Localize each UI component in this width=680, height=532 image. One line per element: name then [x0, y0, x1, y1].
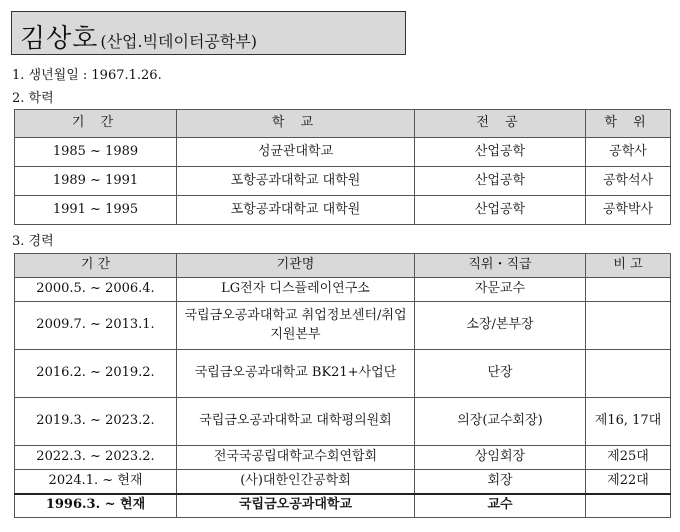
period-cell: 2022.3. ~ 2023.2.: [15, 446, 177, 470]
organization-cell: 국립금오공과대학교 BK21+사업단: [177, 350, 415, 398]
note-cell: [586, 278, 671, 302]
period-cell: 1996.3. ~ 현재: [15, 494, 177, 518]
school-cell: 포항공과대학교 대학원: [177, 167, 415, 196]
note-cell: [586, 494, 671, 518]
table-row: [15, 196, 671, 225]
career-heading: 3. 경력: [12, 234, 54, 249]
period-cell: 1989 ~ 1991: [15, 167, 177, 196]
table-row: [15, 494, 671, 518]
major-cell: 산업공학: [415, 138, 586, 167]
column-header: 기관명: [177, 254, 415, 278]
career-table: [14, 253, 671, 518]
period-cell: 2019.3. ~ 2023.2.: [15, 398, 177, 446]
column-header: 기 간: [15, 110, 177, 138]
period-cell: 1991 ~ 1995: [15, 196, 177, 225]
table-row: [15, 278, 671, 302]
school-cell: 포항공과대학교 대학원: [177, 196, 415, 225]
column-header: 학 위: [586, 110, 671, 138]
period-cell: 2000.5. ~ 2006.4.: [15, 278, 177, 302]
birth-date-line: 1. 생년월일 : 1967.1.26.: [12, 68, 162, 83]
note-cell: 제16, 17대: [586, 398, 671, 446]
table-row: [15, 138, 671, 167]
major-cell: 산업공학: [415, 167, 586, 196]
organization-cell: 국립금오공과대학교: [177, 494, 415, 518]
degree-cell: 공학사: [586, 138, 671, 167]
column-header: 직위・직급: [415, 254, 586, 278]
period-cell: 2016.2. ~ 2019.2.: [15, 350, 177, 398]
position-cell: 상임회장: [415, 446, 586, 470]
major-cell: 산업공학: [415, 196, 586, 225]
position-cell: 회장: [415, 470, 586, 494]
table-row: [15, 350, 671, 398]
table-row: [15, 470, 671, 494]
school-cell: 성균관대학교: [177, 138, 415, 167]
table-row: [15, 446, 671, 470]
note-cell: [586, 350, 671, 398]
person-name: 김상호: [20, 24, 99, 54]
period-cell: 2009.7. ~ 2013.1.: [15, 302, 177, 350]
organization-cell: 국립금오공과대학교 취업정보센터/취업지원본부: [177, 302, 415, 350]
table-row: [15, 398, 671, 446]
column-header: 전 공: [415, 110, 586, 138]
table-header-row: [15, 254, 671, 278]
position-cell: 자문교수: [415, 278, 586, 302]
title-box: [11, 11, 406, 55]
degree-cell: 공학석사: [586, 167, 671, 196]
organization-cell: 전국국공립대학교수회연합회: [177, 446, 415, 470]
table-row: [15, 167, 671, 196]
organization-cell: 국립금오공과대학교 대학평의원회: [177, 398, 415, 446]
position-cell: 소장/본부장: [415, 302, 586, 350]
position-cell: 의장(교수회장): [415, 398, 586, 446]
note-cell: 제25대: [586, 446, 671, 470]
education-heading: 2. 학력: [12, 91, 54, 106]
education-table: [14, 109, 671, 225]
position-cell: 단장: [415, 350, 586, 398]
column-header: 기 간: [15, 254, 177, 278]
column-header: 학 교: [177, 110, 415, 138]
table-row: [15, 302, 671, 350]
column-header: 비 고: [586, 254, 671, 278]
department: (산업.빅데이터공학부): [100, 32, 258, 51]
table-header-row: [15, 110, 671, 138]
organization-cell: LG전자 디스플레이연구소: [177, 278, 415, 302]
position-cell: 교수: [415, 494, 586, 518]
note-cell: 제22대: [586, 470, 671, 494]
organization-cell: (사)대한인간공학회: [177, 470, 415, 494]
degree-cell: 공학박사: [586, 196, 671, 225]
note-cell: [586, 302, 671, 350]
period-cell: 1985 ~ 1989: [15, 138, 177, 167]
period-cell: 2024.1. ~ 현재: [15, 470, 177, 494]
